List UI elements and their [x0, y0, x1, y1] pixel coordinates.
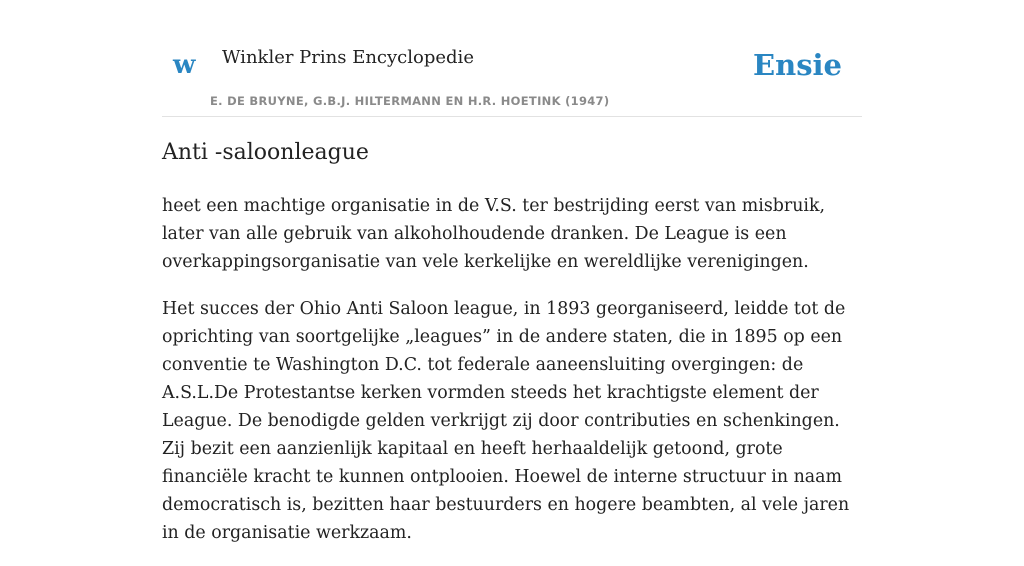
encyclopedia-logo[interactable]: w	[173, 50, 196, 80]
article-body	[162, 192, 864, 566]
source-title[interactable]: Winkler Prins Encyclopedie	[222, 47, 474, 68]
site-logo[interactable]: Ensie	[753, 48, 842, 82]
source-authors: E. DE BRUYNE, G.B.J. HILTERMANN EN H.R. HOETINK (1947)	[210, 94, 610, 108]
article-title: Anti -saloonleague	[162, 140, 369, 165]
article-paragraph: Het succes der Ohio Anti Saloon league, in 1893 georganiseerd, leidde tot de oprichting van soortgelijke „leagues” in de andere staten, die in 1895 op een conventie te Washington D.C. tot federale aaneensluiting overgingen: de A.S.L.De Protestantse kerken vormden steeds het krachtigste element der League. De benodigde gelden verkrijgt zij door contributies en schenkingen. Zij bezit een aanzienlijk kapitaal en heeft herhaaldelijk getoond, grote financiële kracht te kunnen ontplooien. Hoewel de interne structuur in naam democratisch is, bezitten haar bestuurders en hogere beambten, al vele jaren in de organisatie werkzaam.	[162, 299, 850, 543]
article-paragraph: heet een machtige organisatie in de V.S. ter bestrijding eerst van misbruik, later van alle gebruik van alkoholhoudende dranken. De League is een overkappingsorganisatie van vele kerkelijke en wereldlijke verenigingen.	[162, 196, 826, 272]
page-header	[162, 0, 862, 117]
